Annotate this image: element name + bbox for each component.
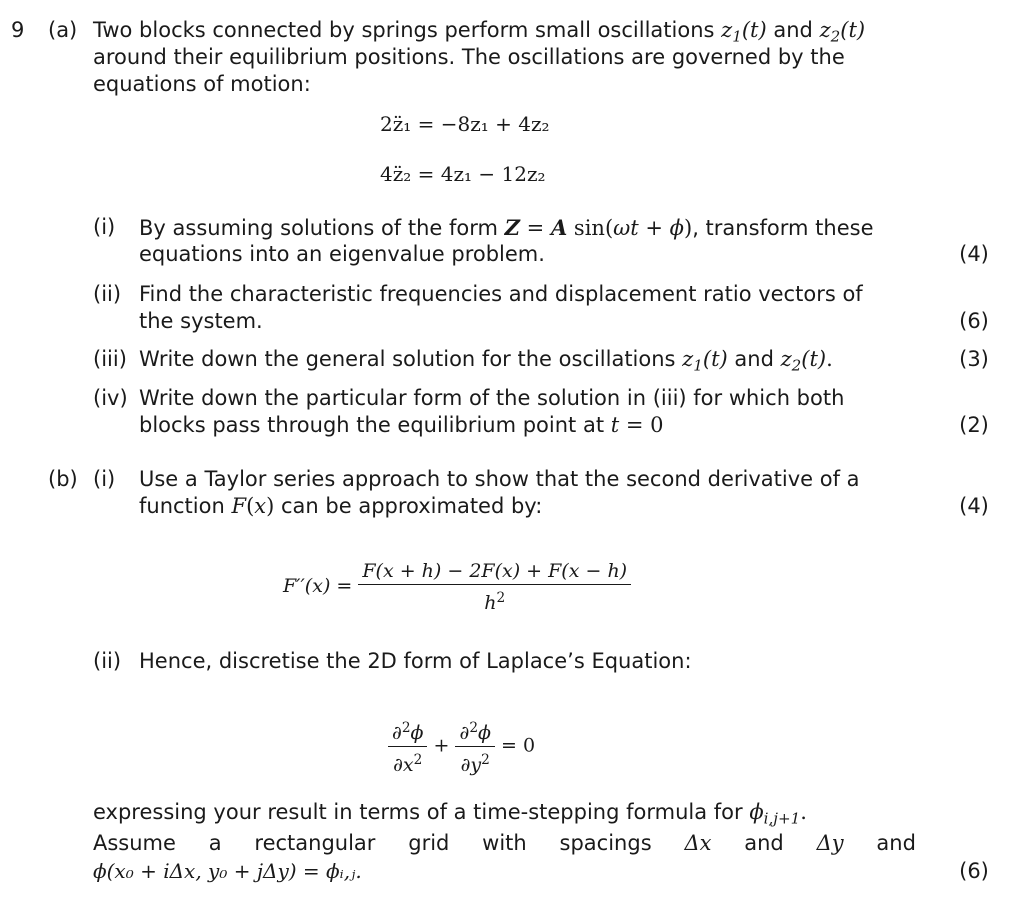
part-a-ii-label: (ii) xyxy=(93,282,122,306)
formula-fraction xyxy=(358,558,631,616)
part-a-iii-line-1: Write down the general solution for the oscillations $z_1(t)$ and $z_2(t)$. xyxy=(139,347,833,375)
part-a-i-label: (i) xyxy=(93,215,116,239)
part-a-iv-label: (iv) xyxy=(93,386,128,410)
part-b-i-line-1: Use a Taylor series approach to show that the second derivative of a xyxy=(139,467,860,491)
grid-definition: ϕ(x₀ + iΔx, y₀ + jΔy) = ϕᵢ,ⱼ. xyxy=(93,859,362,883)
part-a-iv-marks: (2) xyxy=(959,413,989,437)
z2-of-t: $z_2(t)$ xyxy=(819,18,866,46)
part-a-iii-marks: (3) xyxy=(959,347,989,371)
part-a-intro-line-1: Two blocks connected by springs perform small oscillations $z_1(t)$ and $z_2(t)$ xyxy=(93,18,866,46)
formula-numerator: F(x + h) − 2F(x) + F(x − h) xyxy=(362,560,628,583)
part-a-ii-line-1: Find the characteristic frequencies and displacement ratio vectors of xyxy=(139,282,863,306)
part-a-iv-line-1: Write down the particular form of the solution in (iii) for which both xyxy=(139,386,845,410)
question-number: 9 xyxy=(11,18,25,42)
laplace-equation: $\frac{\partial^2\phi}{\partial x^2}$ + $\frac{\partial^2\phi}{\partial y^2}$ = 0 xyxy=(388,715,535,778)
part-a-i-line-2: equations into an eigenvalue problem. xyxy=(139,242,545,266)
trial-solution-formula: Z = A sin(ωt + ϕ) xyxy=(504,215,693,240)
d2phi-dy2: $\frac{\partial^2\phi}{\partial y^2}$ xyxy=(455,715,494,778)
formula-lhs: F′′(x) = xyxy=(283,575,353,597)
d2phi-dx2: $\frac{\partial^2\phi}{\partial x^2}$ xyxy=(388,715,427,778)
part-a-ii-marks: (6) xyxy=(959,309,989,333)
z1-of-t: $z_1(t)$ xyxy=(682,347,728,375)
laplace-rhs: = 0 xyxy=(501,734,536,757)
part-a-i-marks: (4) xyxy=(959,242,989,266)
equation-of-motion-1: 2z̈₁ = −8z₁ + 4z₂ xyxy=(380,112,550,136)
part-b-i-line-2: function F(x) can be approximated by: xyxy=(139,494,543,518)
part-a-iv-line-2: blocks pass through the equilibrium point at t = 0 xyxy=(139,413,664,437)
part-a-intro-line-3: equations of motion: xyxy=(93,72,311,96)
part-b-ii-label: (ii) xyxy=(93,649,122,673)
part-a-label: (a) xyxy=(48,18,78,42)
assume-line: Assume a rectangular grid with spacings Δx and Δy and xyxy=(93,831,916,855)
part-a-iii-label: (iii) xyxy=(93,347,127,371)
f-of-x: F xyxy=(231,494,247,518)
part-a-i-line-1: By assuming solutions of the form Z = A sin(ωt + ϕ), transform these xyxy=(139,215,874,240)
second-derivative-formula xyxy=(283,558,631,616)
part-b-i-marks: (4) xyxy=(959,494,989,518)
formula-denominator: $h^2$ xyxy=(358,584,631,616)
equation-of-motion-2: 4z̈₂ = 4z₁ − 12z₂ xyxy=(380,162,546,186)
part-a-intro-line-2: around their equilibrium positions. The oscillations are governed by the xyxy=(93,45,845,69)
result-line: expressing your result in terms of a time-stepping formula for $\phi_{i,j+1}$. xyxy=(93,800,807,828)
t-equals-zero: t = 0 xyxy=(610,413,664,437)
part-b-label: (b) xyxy=(48,467,78,491)
part-b-ii-marks: (6) xyxy=(959,859,989,883)
z2-of-t: $z_2(t)$ xyxy=(780,347,827,375)
phi-i-j-plus-1: $\phi_{i,j+1}$ xyxy=(749,800,801,828)
z1-of-t: $z_1(t)$ xyxy=(721,18,767,46)
part-b-i-label: (i) xyxy=(93,467,116,491)
part-a-ii-line-2: the system. xyxy=(139,309,263,333)
part-b-ii-line-1: Hence, discretise the 2D form of Laplace’s Equation: xyxy=(139,649,692,673)
